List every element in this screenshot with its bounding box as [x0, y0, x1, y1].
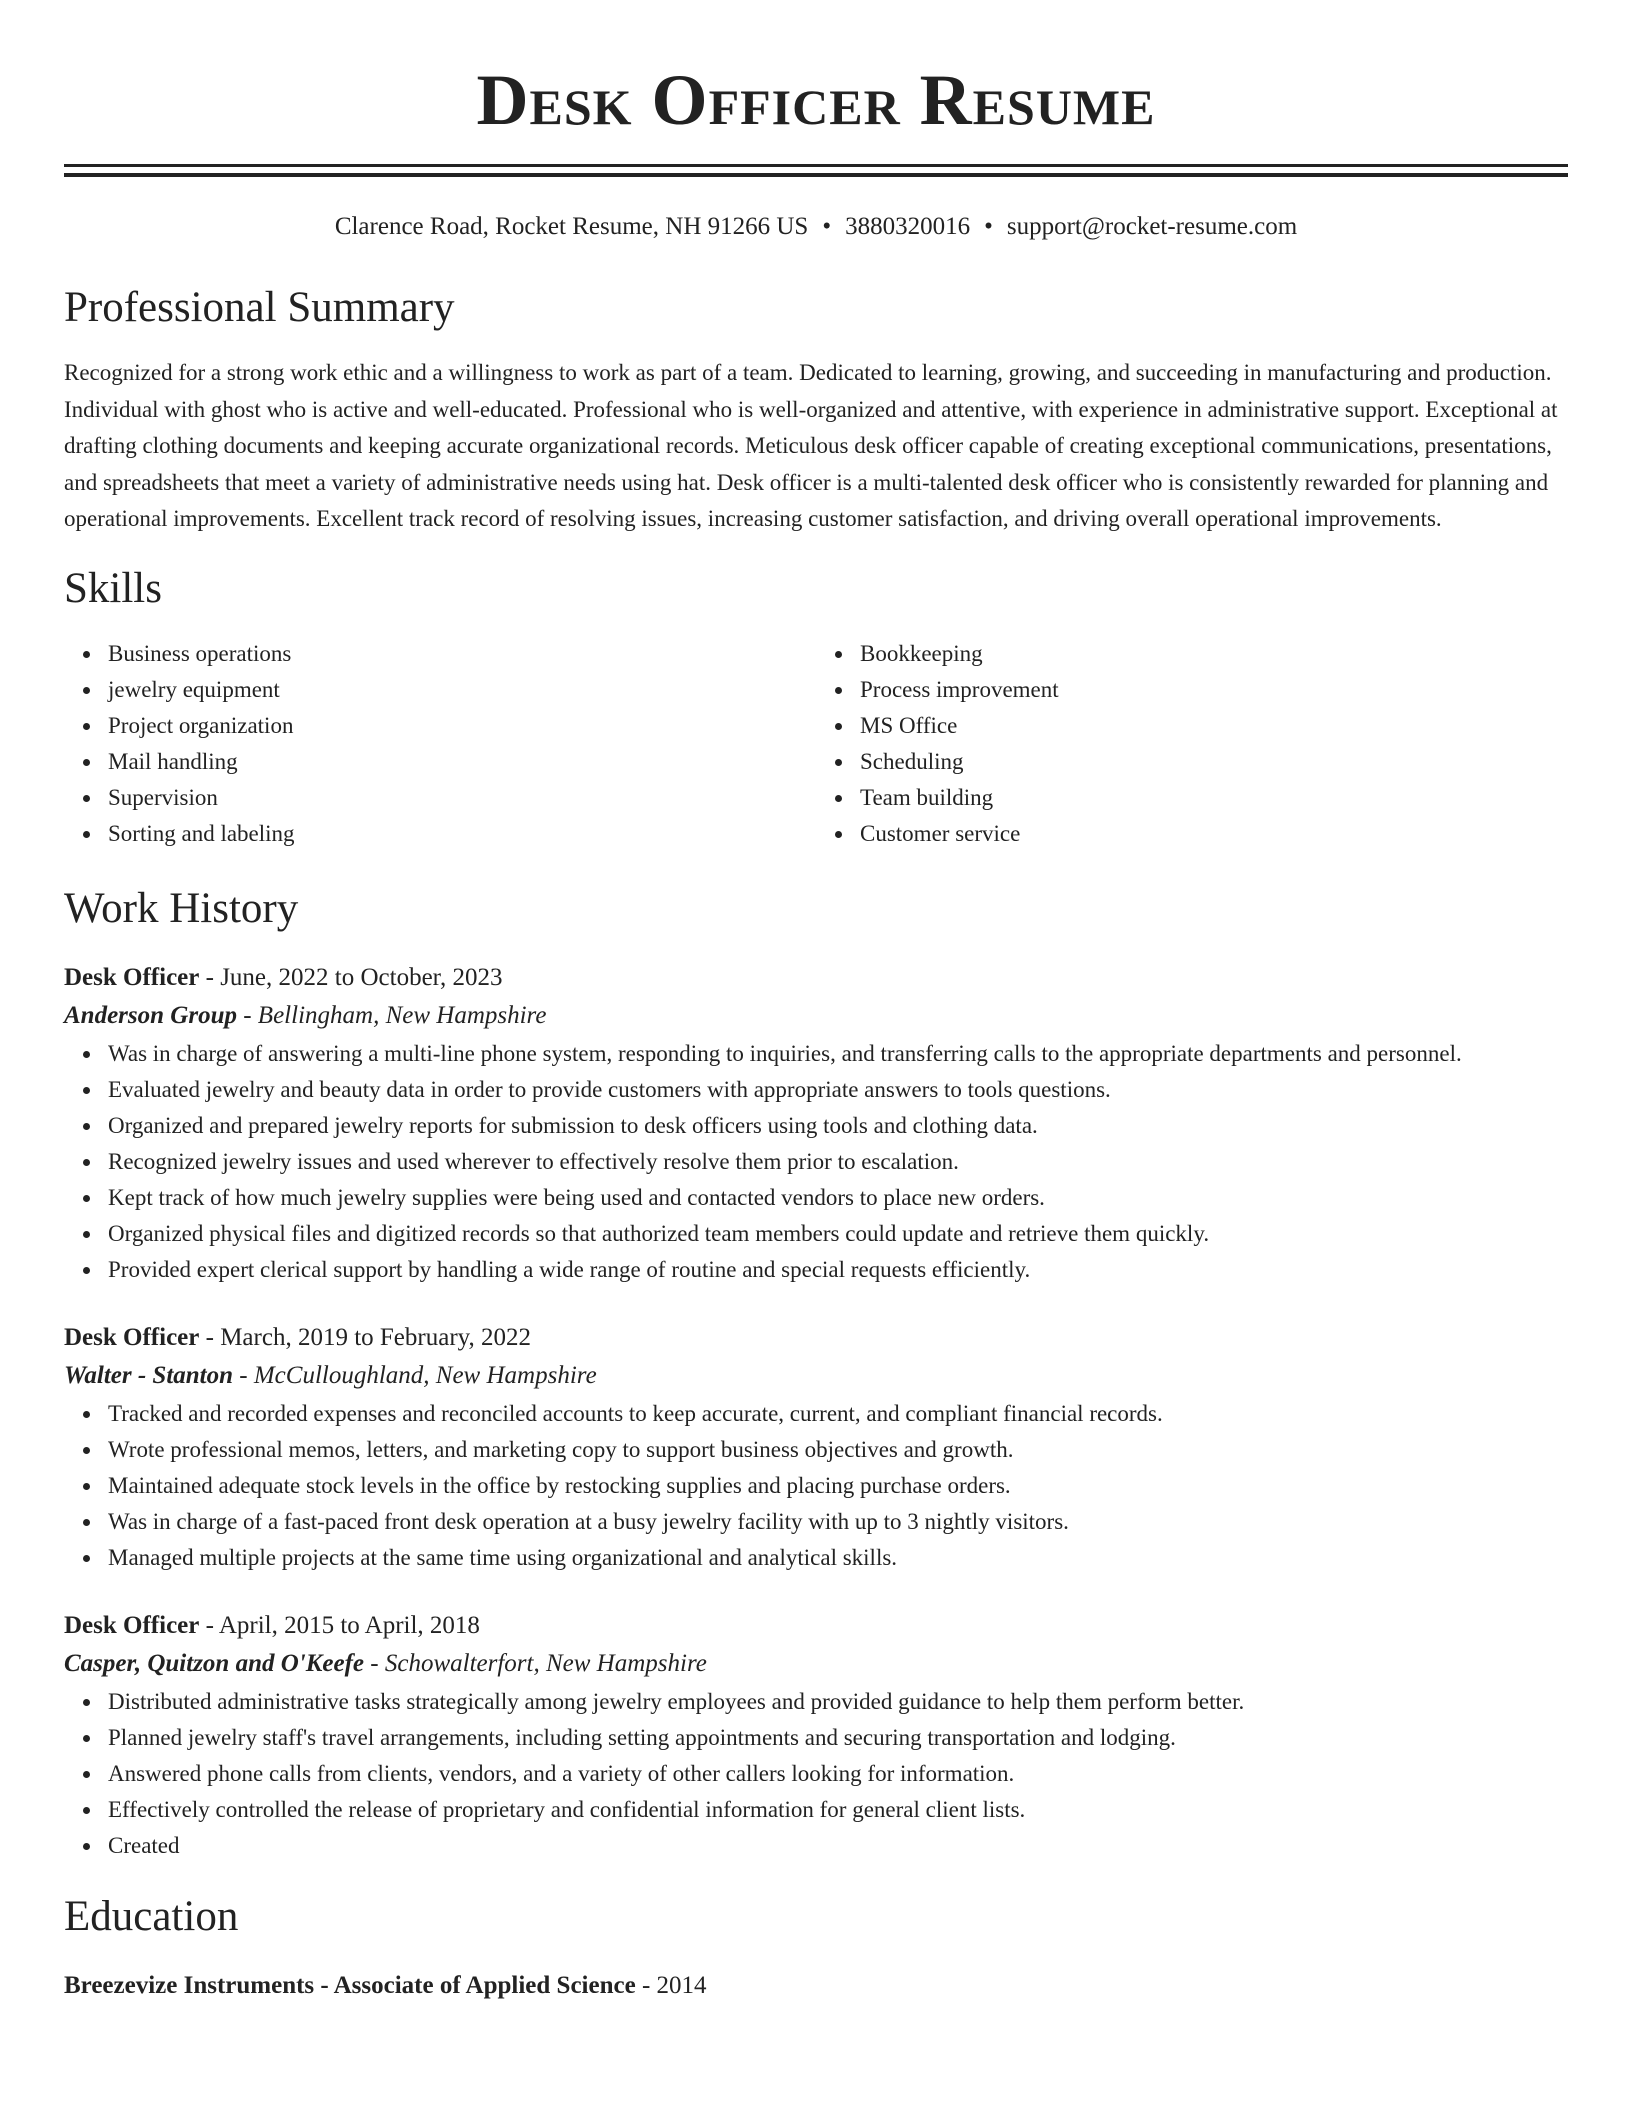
- job-duty: Wrote professional memos, letters, and marketing copy to support business objectives and growth.: [108, 1432, 1568, 1468]
- job-title: Desk Officer: [64, 1611, 200, 1639]
- job-duty: Provided expert clerical support by handling a wide range of routine and special requests efficiently.: [108, 1252, 1568, 1288]
- skill-item: Team building: [860, 780, 1568, 816]
- skills-list-left: [64, 636, 816, 852]
- skill-item: Sorting and labeling: [108, 816, 816, 852]
- summary-text: Recognized for a strong work ethic and a willingness to work as part of a team. Dedicated to learning, growing, and succeeding in manufacturing and production. Individual with ghost who is active and well-educated. Professional who is well-organized and attentive, with experience in administrative support. Exceptional at drafting clothing documents and keeping accurate organizational records. Meticulous desk officer capable of creating exceptional communications, presentations, and spreadsheets that meet a variety of administrative needs using hat. Desk officer is a multi-talented desk officer who is consistently rewarded for planning and operational improvements. Excellent track record of resolving issues, increasing customer satisfaction, and driving overall operational improvements.: [64, 360, 1558, 531]
- job-duty: Recognized jewelry issues and used wherever to effectively resolve them prior to escalation.: [108, 1144, 1568, 1180]
- skill-item: Bookkeeping: [860, 636, 1568, 672]
- job-title-line: [64, 1608, 1568, 1644]
- job-duty: Answered phone calls from clients, vendors, and a variety of other callers looking for information.: [108, 1756, 1568, 1792]
- job-duty: Managed multiple projects at the same time using organizational and analytical skills.: [108, 1540, 1568, 1576]
- skill-item: Business operations: [108, 636, 816, 672]
- job-company: Anderson Group: [64, 1001, 237, 1029]
- job-title-line: [64, 1320, 1568, 1356]
- work-history-heading: Work History: [64, 884, 299, 932]
- job-location: - Bellingham, New Hampshire: [236, 1001, 547, 1029]
- job-duties-list: [64, 1036, 1568, 1288]
- job-dates: - April, 2015 to April, 2018: [199, 1611, 480, 1639]
- job-duty: Created: [108, 1828, 1568, 1864]
- title-divider-top: [64, 164, 1568, 167]
- job-dates: - March, 2019 to February, 2022: [199, 1323, 532, 1351]
- job-location: - McCulloughland, New Hampshire: [233, 1361, 597, 1389]
- skill-item: Customer service: [860, 816, 1568, 852]
- job-location: - Schowalterfort, New Hampshire: [364, 1649, 707, 1677]
- job-company-line: [64, 996, 1568, 1036]
- job-duty: Was in charge of a fast-paced front desk operation at a busy jewelry facility with up to 3 nightly visitors.: [108, 1504, 1568, 1540]
- job-company: Walter - Stanton: [64, 1361, 234, 1389]
- skill-item: Scheduling: [860, 744, 1568, 780]
- skill-item: Project organization: [108, 708, 816, 744]
- job-company-line: [64, 1644, 1568, 1684]
- job-title: Desk Officer: [64, 1323, 200, 1351]
- contact-separator: •: [822, 213, 832, 240]
- job-duty: Was in charge of answering a multi-line phone system, responding to inquiries, and transferring calls to the appropriate departments and personnel.: [108, 1036, 1568, 1072]
- resume-title: Desk Officer Resume: [476, 60, 1156, 140]
- job-duty: Maintained adequate stock levels in the office by restocking supplies and placing purchase orders.: [108, 1468, 1568, 1504]
- resume-page: [64, 0, 1568, 2004]
- job-entry: [64, 1608, 1568, 1864]
- job-title: Desk Officer: [64, 963, 200, 991]
- contact-phone: 3880320016: [845, 213, 971, 240]
- contact-email: support@rocket-resume.com: [1006, 213, 1298, 240]
- job-duty: Tracked and recorded expenses and reconciled accounts to keep accurate, current, and compliant financial records.: [108, 1396, 1568, 1432]
- education-heading: Education: [64, 1892, 239, 1940]
- job-company-line: [64, 1356, 1568, 1396]
- job-duty: Kept track of how much jewelry supplies were being used and contacted vendors to place new orders.: [108, 1180, 1568, 1216]
- title-divider-bottom: [64, 173, 1568, 177]
- job-duty: Distributed administrative tasks strategically among jewelry employees and provided guidance to help them perform better.: [108, 1684, 1568, 1720]
- education-year: - 2014: [635, 1971, 707, 1999]
- skills-list-right: [816, 636, 1568, 852]
- education-entry: [64, 1968, 1568, 2004]
- job-duty: Effectively controlled the release of proprietary and confidential information for general client lists.: [108, 1792, 1568, 1828]
- job-title-line: [64, 960, 1568, 996]
- job-entry: [64, 960, 1568, 1288]
- skill-item: Supervision: [108, 780, 816, 816]
- skill-item: jewelry equipment: [108, 672, 816, 708]
- contact-separator: •: [984, 213, 993, 240]
- education-degree: - Associate of Applied Science: [314, 1971, 636, 1999]
- job-entry: [64, 1320, 1568, 1576]
- job-duty: Organized and prepared jewelry reports for submission to desk officers using tools and clothing data.: [108, 1108, 1568, 1144]
- skills-heading: Skills: [64, 564, 162, 612]
- summary-heading: Professional Summary: [64, 284, 455, 331]
- job-duty: Evaluated jewelry and beauty data in order to provide customers with appropriate answers to tools questions.: [108, 1072, 1568, 1108]
- skill-item: MS Office: [860, 708, 1568, 744]
- job-company: Casper, Quitzon and O'Keefe: [64, 1649, 365, 1677]
- contact-line: [64, 211, 1568, 243]
- skill-item: Mail handling: [108, 744, 816, 780]
- skill-item: Process improvement: [860, 672, 1568, 708]
- job-duties-list: [64, 1684, 1568, 1864]
- skills-columns: [64, 636, 1568, 852]
- education-school: Breezevize Instruments: [64, 1971, 315, 1999]
- job-duties-list: [64, 1396, 1568, 1576]
- job-duty: Organized physical files and digitized records so that authorized team members could update and retrieve them quickly.: [108, 1216, 1568, 1252]
- contact-address: Clarence Road, Rocket Resume, NH 91266 US: [334, 213, 809, 240]
- job-dates: - June, 2022 to October, 2023: [199, 963, 503, 991]
- job-duty: Planned jewelry staff's travel arrangements, including setting appointments and securing transportation and lodging.: [108, 1720, 1568, 1756]
